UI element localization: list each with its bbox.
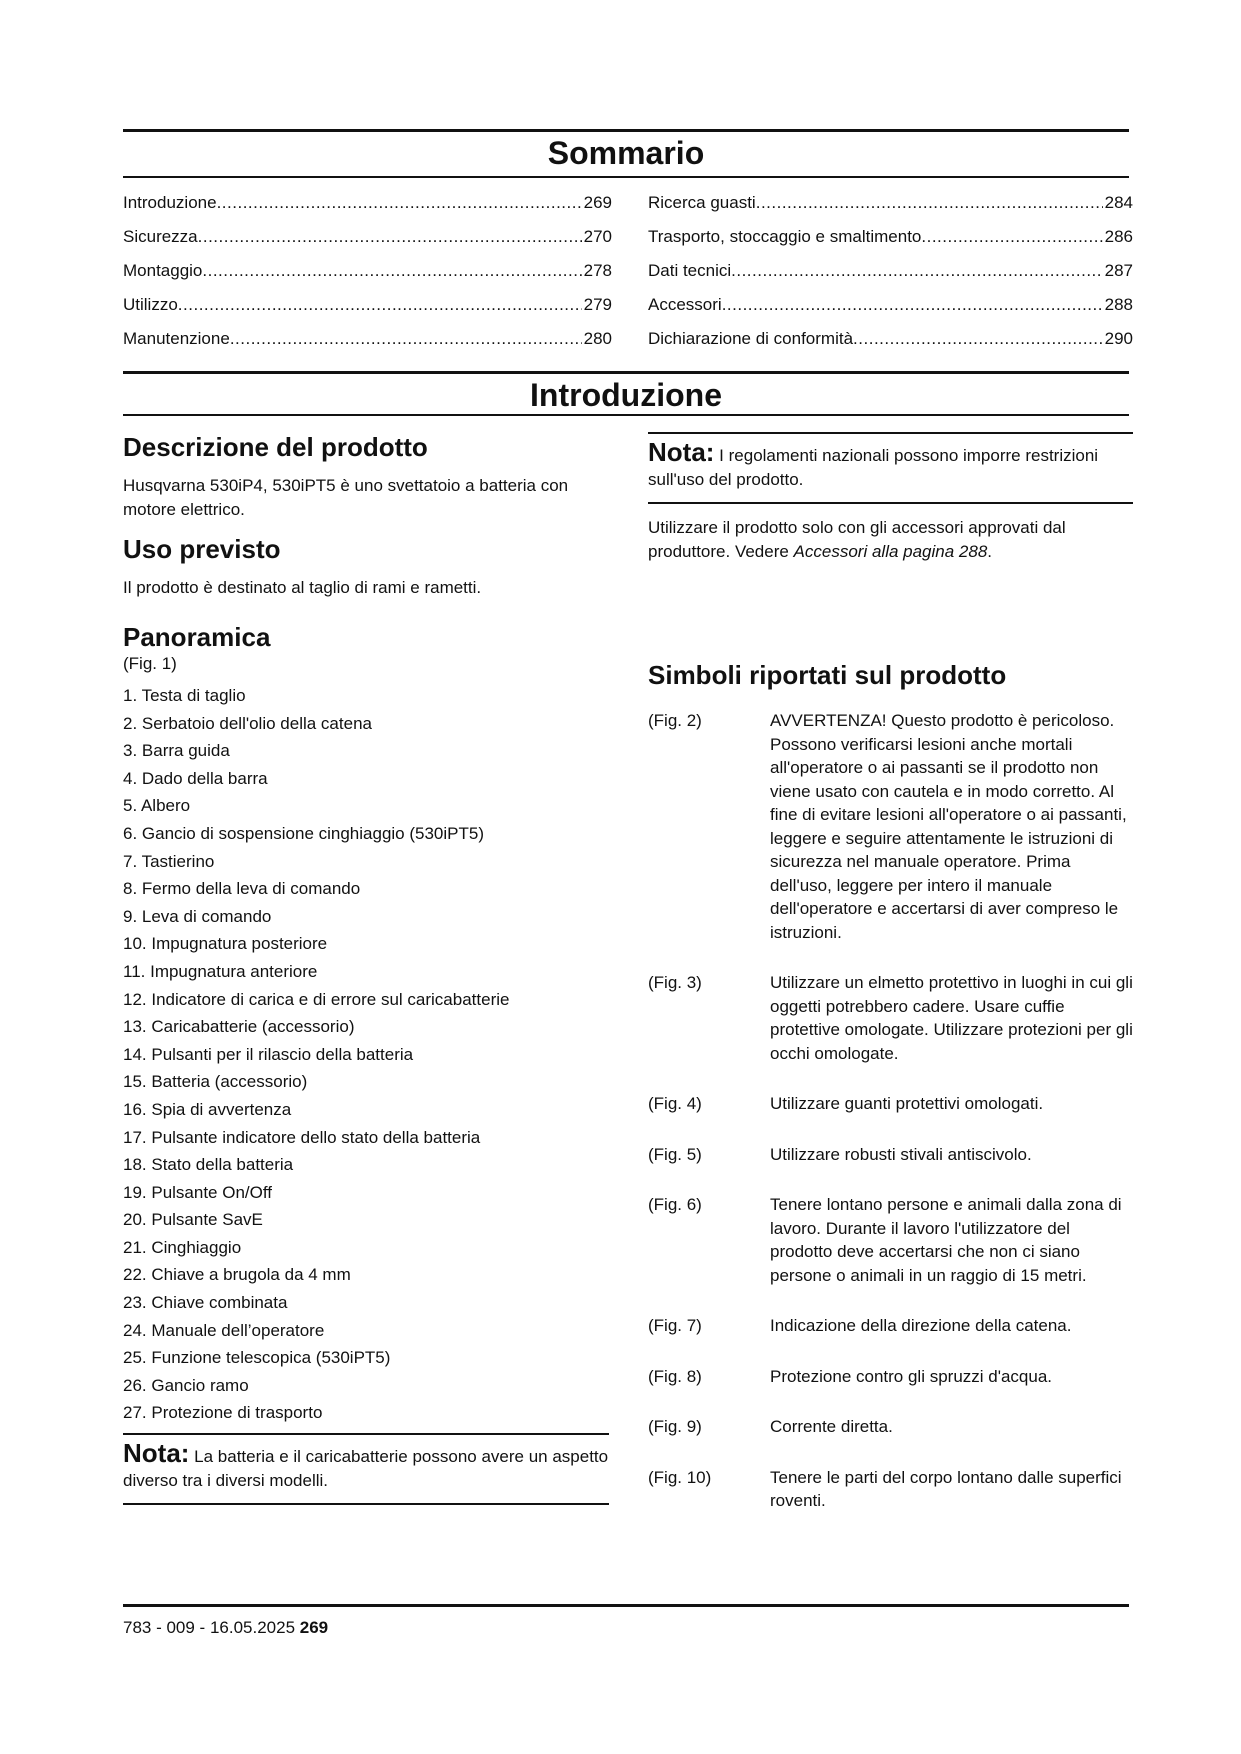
list-item: 25. Funzione telescopica (530iPT5) [123,1348,391,1368]
toc-right-column [648,186,1133,356]
list-item: 20. Pulsante SavE [123,1210,263,1230]
intro-top-rule [123,371,1129,374]
symbol-description: Utilizzare un elmetto protettivo in luoghi in cui gli oggetti potrebbero cadere. Usare cuffie protettive omologate. Utilizzare protezioni per gli occhi omologate. [770,973,1133,1063]
overview-note [123,1433,609,1505]
list-item: 19. Pulsante On/Off [123,1182,272,1202]
product-description-heading: Descrizione del prodotto [123,432,428,462]
symbol-description: Tenere lontano persone e animali dalla zona di lavoro. Durante il lavoro l'utilizzatore del prodotto deve accertarsi che non ci siano persone o animali in un raggio di 15 metri. [770,1195,1122,1285]
toc-left-column [123,186,612,356]
symbol-fig-ref: (Fig. 8) [648,1366,702,1386]
note-label: Nota: [123,1438,190,1469]
page-footer [123,1616,328,1640]
list-item: 26. Gancio ramo [123,1375,249,1395]
symbol-fig-ref: (Fig. 5) [648,1144,702,1164]
toc-entry[interactable]: Introduzione ..... 269 [123,186,612,220]
note-text: La batteria e il caricabatterie possono avere un aspetto diverso tra i diversi modelli. [123,1447,609,1491]
product-description-text: Husqvarna 530iP4, 530iPT5 è uno svettatoio a batteria con motore elettrico. [123,476,569,519]
symbol-row [648,1466,1133,1513]
toc-entry[interactable]: Utilizzo ..... 279 [123,288,612,322]
list-item: 16. Spia di avvertenza [123,1099,292,1119]
symbols-heading: Simboli riportati sul prodotto [648,660,1007,690]
list-item: 23. Chiave combinata [123,1293,288,1313]
list-item: 4. Dado della barra [123,768,268,788]
list-item: 2. Serbatoio dell'olio della catena [123,713,372,733]
list-item: 27. Protezione di trasporto [123,1403,323,1423]
symbol-fig-ref: (Fig. 10) [648,1467,712,1487]
toc-title: Sommario [547,135,705,171]
list-item: 10. Impugnatura posteriore [123,934,328,954]
symbol-row [648,1365,1133,1389]
symbol-row [648,1143,1133,1167]
list-item: 15. Batteria (accessorio) [123,1072,308,1092]
right-column [648,430,1133,1513]
list-item: 17. Pulsante indicatore dello stato della batteria [123,1127,481,1147]
list-item: 11. Impugnatura anteriore [123,961,318,981]
toc-entry[interactable]: Ricerca guasti ..... 284 [648,186,1133,220]
parts-list [123,682,609,1427]
intro-title: Introduzione [530,377,722,413]
toc-top-rule [123,129,1129,132]
footer-rule [123,1604,1129,1607]
symbol-row [648,1314,1133,1338]
toc-entry[interactable]: Trasporto, stoccaggio e smaltimento ..... 286 [648,220,1133,254]
symbol-row [648,971,1133,1065]
intro-title-rule [123,414,1129,416]
regulations-note [648,432,1133,504]
list-item: 3. Barra guida [123,741,230,761]
doc-reference: 783 - 009 - 16.05.2025 [123,1618,300,1637]
list-item: 7. Tastierino [123,851,215,871]
symbol-description: Corrente diretta. [770,1417,893,1436]
accessories-paragraph [648,516,1133,564]
symbol-fig-ref: (Fig. 7) [648,1316,702,1335]
accessories-text-end: . [987,542,993,561]
list-item: 12. Indicatore di carica e di errore sul caricabatterie [123,989,510,1009]
symbol-description: Protezione contro gli spruzzi d'acqua. [770,1366,1053,1386]
intended-use-text: Il prodotto è destinato al taglio di rami e rametti. [123,578,482,597]
symbol-fig-ref: (Fig. 6) [648,1195,702,1214]
list-item: 8. Fermo della leva di comando [123,879,361,899]
intended-use-heading: Uso previsto [123,534,281,564]
list-item: 13. Caricabatterie (accessorio) [123,1017,355,1037]
overview-fig-ref: (Fig. 1) [123,654,177,673]
list-item: 1. Testa di taglio [123,686,246,705]
toc-title-rule [123,176,1129,178]
page-number: 269 [299,1618,329,1637]
symbol-fig-ref: (Fig. 9) [648,1417,702,1436]
symbol-fig-ref: (Fig. 2) [648,711,702,730]
symbol-description: Indicazione della direzione della catena. [770,1316,1072,1335]
accessories-link[interactable]: Accessori alla pagina 288 [793,542,988,561]
symbol-description: Tenere le parti del corpo lontano dalle superfici roventi. [770,1467,1122,1510]
note-text: I regolamenti nazionali possono imporre restrizioni sull'uso del prodotto. [648,446,1099,489]
list-item: 22. Chiave a brugola da 4 mm [123,1265,351,1285]
symbol-fig-ref: (Fig. 3) [648,973,702,992]
list-item: 18. Stato della batteria [123,1155,294,1175]
symbol-row [648,1415,1133,1439]
list-item: 6. Gancio di sospensione cinghiaggio (530iPT5) [123,823,485,843]
accessories-text: Utilizzare il prodotto solo con gli accessori approvati dal produttore. Vedere [648,518,1066,561]
toc-entry[interactable]: Montaggio ..... 278 [123,254,612,288]
left-column [123,430,609,1505]
toc-entry[interactable]: Sicurezza ..... 270 [123,220,612,254]
symbol-row [648,1193,1133,1287]
toc-entry[interactable]: Accessori ..... 288 [648,288,1133,322]
symbol-description: Utilizzare guanti protettivi omologati. [770,1094,1044,1113]
list-item: 9. Leva di comando [123,906,272,926]
list-item: 21. Cinghiaggio [123,1237,242,1257]
list-item: 24. Manuale dell’operatore [123,1320,325,1340]
symbol-description: Utilizzare robusti stivali antiscivolo. [770,1144,1032,1164]
symbol-description: AVVERTENZA! Questo prodotto è pericoloso. Possono verificarsi lesioni anche mortali all'operatore o ai passanti se il prodotto non viene usato con cautela e in modo corretto. Al fine di evitare lesioni all'operatore o ai passanti, leggere e seguire attentamente le istruzioni di sicurezza nel manuale operatore. Prima dell'uso, leggere per intero il manuale dell'operatore e accertarsi di aver compreso le istruzioni. [770,711,1127,942]
symbol-row [648,709,1133,944]
list-item: 5. Albero [123,796,191,816]
symbol-row [648,1092,1133,1116]
symbols-list [648,709,1133,1513]
note-label: Nota: [648,437,715,467]
overview-heading: Panoramica [123,622,271,652]
list-item: 14. Pulsanti per il rilascio della batteria [123,1044,414,1064]
symbol-fig-ref: (Fig. 4) [648,1094,702,1113]
toc-entry[interactable]: Manutenzione ..... 280 [123,322,612,356]
toc-entry[interactable]: Dati tecnici ..... 287 [648,254,1133,288]
toc-entry[interactable]: Dichiarazione di conformità ..... 290 [648,322,1133,356]
